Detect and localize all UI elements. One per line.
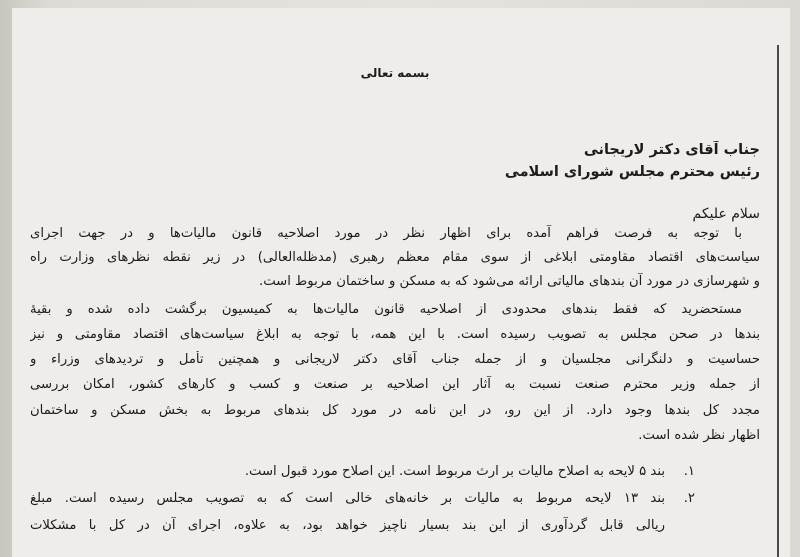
greeting: سلام علیکم (692, 206, 760, 222)
list-item-number: ۱. (683, 464, 695, 479)
paragraph2-line: مجدد کل بندها وجود دارد. از این رو، در این نامه در مورد کل بندهای مربوط به بخش مسکن و ساختمان (30, 403, 760, 418)
paragraph2-line: اظهار نظر شده است. (638, 428, 760, 443)
paragraph2-line: مستحضرید که فقط بندهای محدودی از اصلاحیه قانون مالیات‌ها به کمیسیون برگشت داده شده و بقیهٔ (30, 302, 742, 317)
addressee-title: رئیس محترم مجلس شورای اسلامی (504, 164, 760, 180)
paragraph2-line: حساسیت و دلنگرانی مجلسیان و از جمله جناب آقای دکتر لاریجانی و همچنین تأمل و تردیدهای وزراء و (30, 352, 760, 367)
page-edge-line (777, 45, 779, 557)
list-item-number: ۲. (683, 491, 695, 506)
paragraph2-line: از جمله وزیر محترم صنعت نسبت به آثار این اصلاحیه بر صنعت و کسب و کارهای کشور، امکان بررسی (30, 377, 760, 392)
list-item-line: ریالی قابل گردآوری از این بند بسیار ناچیز خواهد بود، به علاوه، اجرای آن در کل با مشکلات (30, 518, 665, 533)
paragraph1-line: سیاست‌های اقتصاد مقاومتی ابلاغی از سوی مقام معظم رهبری (مدظله‌العالی) در زیر نقطه نظرهای وزارت راه (30, 250, 760, 265)
paragraph1-line: و شهرسازی در مورد آن بندهای مالیاتی ارائه می‌شود که به مسکن و ساختمان مربوط است. (259, 274, 760, 289)
letter-heading: بسمه تعالی (360, 66, 430, 80)
paragraph2-line: بندها در صحن مجلس به تصویب رسیده است. با این همه، با توجه به ابلاغ سیاست‌های اقتصاد مقاومتی و نیز (30, 327, 760, 342)
addressee-name: جناب آقای دکتر لاریجانی (583, 142, 760, 158)
list-item-line: بند ۵ لایحه به اصلاح مالیات بر ارث مربوط است. این اصلاح مورد قبول است. (244, 464, 665, 479)
list-item-line: بند ۱۳ لایحه مربوط به مالیات بر خانه‌های خالی است که به تصویب مجلس رسیده است. مبلغ (30, 491, 665, 506)
paragraph1-line: با توجه به فرصت فراهم آمده برای اظهار نظر در مورد اصلاحیه قانون مالیات‌ها و در جهت اجرای (30, 226, 742, 241)
